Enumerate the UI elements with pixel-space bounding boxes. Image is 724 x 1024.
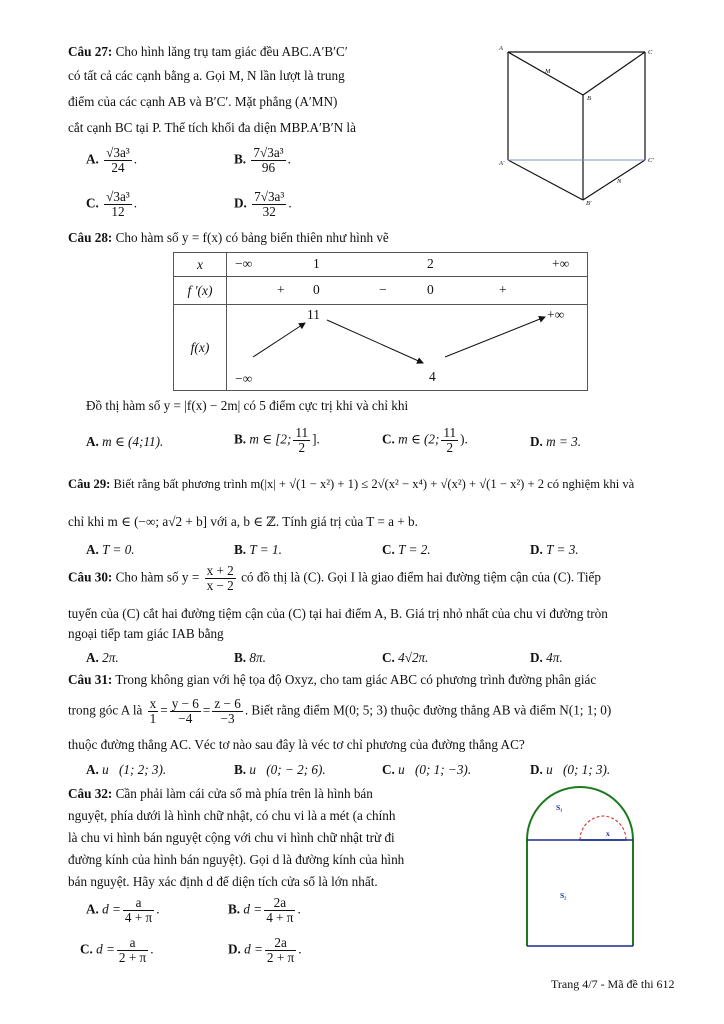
option-letter: C. bbox=[382, 542, 395, 557]
q30-fraction: $\frac{x + 2}{x - 2}$ bbox=[206, 563, 234, 593]
q30-option-c[interactable] bbox=[382, 650, 428, 666]
label-s1: S₁ bbox=[556, 803, 563, 812]
option-text: T = 1. bbox=[249, 542, 282, 557]
fraction: $\frac{2a}{4 + \pi}$ bbox=[266, 895, 294, 925]
label-A-prime: A′ bbox=[499, 160, 505, 167]
option-text: m ∈ (4;11). bbox=[102, 434, 164, 449]
fraction: $\frac{2a}{2 + \pi}$ bbox=[266, 935, 295, 965]
q32-line4: đường kính của hình bán nguyệt). Gọi d là đường kính của hình bbox=[68, 852, 405, 867]
x-neg-inf: −∞ bbox=[235, 256, 253, 271]
option-text: d = bbox=[96, 941, 115, 957]
q29-option-a[interactable] bbox=[86, 542, 135, 558]
q28-line1 bbox=[68, 230, 389, 246]
q30-post: có đồ thị là (C). Gọi I là giao điểm hai đường tiệm cận của (C). Tiếp bbox=[241, 569, 601, 585]
option-letter: D. bbox=[530, 650, 543, 665]
q31-line1 bbox=[68, 672, 596, 688]
option-text: 8π. bbox=[249, 650, 266, 665]
option-letter: A. bbox=[86, 762, 99, 777]
label-C-prime: C′ bbox=[648, 157, 654, 164]
option-text-end: . bbox=[298, 941, 302, 957]
fprime-header: f ′(x) bbox=[187, 282, 213, 298]
q31-text-1: Trong không gian với hệ tọa độ Oxyz, cho tam giác ABC có phương trình đường phân giác bbox=[115, 672, 597, 687]
q29-label: Câu 29: bbox=[68, 477, 111, 491]
option-letter: B. bbox=[234, 151, 247, 167]
option-letter: B. bbox=[234, 762, 247, 777]
q27-line4: cắt cạnh BC tại P. Thể tích khối đa diện MBP.A′B′N là bbox=[68, 120, 356, 135]
option-text: m ∈ [2; bbox=[249, 431, 292, 447]
q31-option-b[interactable] bbox=[234, 762, 326, 778]
q31-label: Câu 31: bbox=[68, 672, 113, 687]
q29-text-1: Biết rằng bất phương trình m(|x| + √(1 − x²) + 1) ≤ 2√(x² − x⁴) + √(x²) + √(1 − x²) + 2 có nghiệm khi và bbox=[113, 477, 635, 491]
label-N: N bbox=[617, 178, 622, 185]
option-text: T = 3. bbox=[546, 542, 579, 557]
q32-option-b[interactable] bbox=[228, 896, 301, 925]
fraction: $\frac{11}{2}$ bbox=[295, 425, 309, 455]
q31-fraction-1: $\frac{x}{1}$ bbox=[149, 696, 157, 726]
q32-option-d[interactable] bbox=[228, 936, 302, 965]
q27-option-c[interactable]: C. $\frac{\text{√3a³}}{12}$ . bbox=[86, 189, 138, 219]
q29-option-c[interactable] bbox=[382, 542, 431, 558]
q32-line1 bbox=[68, 786, 373, 802]
option-text: m = 3. bbox=[546, 434, 582, 449]
q29-option-d[interactable] bbox=[530, 542, 579, 558]
label-B-prime: B′ bbox=[586, 200, 592, 207]
option-letter: C. bbox=[80, 941, 93, 957]
q29-line1 bbox=[68, 477, 634, 492]
option-letter: B. bbox=[234, 542, 247, 557]
fp-sign-3: + bbox=[499, 282, 507, 297]
option-text-end: . bbox=[156, 901, 160, 917]
q31-line3: thuộc đường thẳng AC. Véc tơ nào sau đây là véc tơ chỉ phương của đường thẳng AC? bbox=[68, 737, 525, 752]
fraction: $\frac{11}{2}$ bbox=[443, 425, 457, 455]
prism-figure bbox=[495, 40, 665, 210]
q28-option-c[interactable] bbox=[382, 426, 468, 455]
label-B: B bbox=[587, 95, 591, 102]
option-text-end: . bbox=[297, 901, 301, 917]
q31-text-2-post: . Biết rằng điểm M(0; 5; 3) thuộc đường thẳng AB và điểm N(1; 1; 0) bbox=[244, 702, 612, 718]
window-figure bbox=[520, 782, 638, 950]
option-letter: C. bbox=[382, 762, 395, 777]
q27-option-b[interactable]: B. $\frac{\text{7√3a³}}{96}$ . bbox=[234, 145, 291, 175]
option-text: d = bbox=[102, 901, 121, 917]
q27-option-b-fraction: $\frac{\text{7√3a³}}{96}$ bbox=[253, 145, 284, 175]
f-pos-inf: +∞ bbox=[547, 307, 565, 322]
option-letter: B. bbox=[228, 901, 241, 917]
q28-option-d[interactable] bbox=[530, 434, 581, 450]
option-text-end: . bbox=[150, 941, 154, 957]
q27-option-a-fraction: $\frac{\text{√3a³}}{24}$ bbox=[106, 145, 130, 175]
q27-option-a[interactable]: A. $\frac{\text{√3a³}}{24}$ . bbox=[86, 145, 138, 175]
q30-line1 bbox=[68, 564, 601, 593]
option-text: T = 0. bbox=[102, 542, 135, 557]
q32-line5: bán nguyệt. Hãy xác định d để diện tích cửa sổ là lớn nhất. bbox=[68, 874, 378, 889]
q32-option-c[interactable] bbox=[80, 936, 154, 965]
q30-pre: Cho hàm số y = bbox=[115, 569, 200, 585]
q32-text-1: Cần phải làm cái cửa sổ mà phía trên là hình bán bbox=[115, 786, 373, 801]
q32-line2: nguyệt, phía dưới là hình chữ nhật, có chu vi là a mét (a chính bbox=[68, 808, 396, 823]
q27-option-c-fraction: $\frac{\text{√3a³}}{12}$ bbox=[106, 189, 130, 219]
q28-question: Đồ thị hàm số y = |f(x) − 2m| có 5 điểm cực trị khi và chỉ khi bbox=[86, 398, 409, 413]
option-text: m ∈ (2; bbox=[398, 431, 440, 447]
x-header: x bbox=[197, 256, 203, 272]
fraction: $\frac{a}{4 + \pi}$ bbox=[124, 895, 153, 925]
q27-option-d[interactable]: D. $\frac{\text{7√3a³}}{32}$ . bbox=[234, 189, 292, 219]
option-letter: A. bbox=[86, 901, 99, 917]
option-letter: A. bbox=[86, 151, 99, 167]
option-letter: C. bbox=[86, 195, 99, 211]
q31-line2: trong góc A là $\frac{x}{1}$ = $\frac{y - 6}{-4}$ = $\frac{z - 6}{-3}$ . Biết rằng điểm M(0; 5; 3) thuộc đường thẳng AB và điểm N(1; 1; 0) bbox=[68, 696, 612, 726]
variation-arrows bbox=[227, 305, 589, 391]
option-letter: D. bbox=[228, 941, 241, 957]
q29-option-b[interactable] bbox=[234, 542, 282, 558]
option-letter: A. bbox=[86, 434, 99, 449]
q30-line2: tuyến của (C) cắt hai đường tiệm cận của (C) tại hai điểm A, B. Giá trị nhỏ nhất của chu vi đường tròn bbox=[68, 606, 608, 621]
x-pos-inf: +∞ bbox=[552, 256, 570, 271]
q32-label: Câu 32: bbox=[68, 786, 113, 801]
option-text: 2π. bbox=[102, 650, 119, 665]
fp-zero-2: 0 bbox=[427, 282, 434, 297]
option-letter: B. bbox=[234, 650, 247, 665]
q31-fraction-3: $\frac{z - 6}{-3}$ bbox=[214, 696, 241, 726]
q31-option-c[interactable] bbox=[382, 762, 471, 778]
option-text: u⃗(0; 1; 3). bbox=[546, 762, 611, 777]
option-text-end: ]. bbox=[312, 431, 320, 447]
option-text: d = bbox=[244, 941, 263, 957]
q27-line2: có tất cả các cạnh bằng a. Gọi M, N lần lượt là trung bbox=[68, 68, 345, 83]
option-letter: A. bbox=[86, 542, 99, 557]
fp-zero-1: 0 bbox=[313, 282, 320, 297]
f-min-4: 4 bbox=[429, 369, 436, 384]
label-A: A bbox=[499, 45, 503, 52]
page-footer: Trang 4/7 - Mã đề thi 612 bbox=[551, 977, 675, 991]
option-letter: D. bbox=[530, 434, 543, 449]
f-header: f(x) bbox=[190, 339, 210, 355]
q31-fraction-2: $\frac{y - 6}{-4}$ bbox=[171, 696, 199, 726]
q28-option-a[interactable] bbox=[86, 434, 163, 450]
option-letter: A. bbox=[86, 650, 99, 665]
q30-option-d[interactable] bbox=[530, 650, 563, 666]
q28-option-b[interactable] bbox=[234, 426, 320, 455]
q32-option-a[interactable] bbox=[86, 896, 160, 925]
option-text: u⃗(0; − 2; 6). bbox=[249, 762, 326, 777]
variation-table bbox=[173, 252, 588, 391]
x-1: 1 bbox=[313, 256, 320, 271]
q28-label: Câu 28: bbox=[68, 230, 113, 245]
option-letter: C. bbox=[382, 431, 395, 447]
q30-line3: ngoại tiếp tam giác IAB bằng bbox=[68, 626, 224, 641]
label-M: M bbox=[545, 68, 551, 75]
q30-option-a[interactable] bbox=[86, 650, 119, 666]
option-text: T = 2. bbox=[398, 542, 431, 557]
q27-option-d-fraction: $\frac{\text{7√3a³}}{32}$ bbox=[254, 189, 285, 219]
option-text: 4π. bbox=[546, 650, 563, 665]
option-text: 4√2π. bbox=[398, 650, 429, 665]
q30-label: Câu 30: bbox=[68, 569, 113, 585]
option-text: u⃗(0; 1; −3). bbox=[398, 762, 472, 777]
fp-sign-1: + bbox=[277, 282, 285, 297]
q29-line2: chỉ khi m ∈ (−∞; a√2 + b] với a, b ∈ ℤ. Tính giá trị của T = a + b. bbox=[68, 514, 418, 529]
q28-text: Cho hàm số y = f(x) có bảng biến thiên như hình vẽ bbox=[115, 230, 389, 245]
q31-option-d[interactable] bbox=[530, 762, 610, 778]
fp-sign-2: − bbox=[379, 282, 387, 297]
q27-line1 bbox=[68, 44, 348, 60]
option-letter: D. bbox=[530, 542, 543, 557]
option-letter: C. bbox=[382, 650, 395, 665]
option-letter: D. bbox=[530, 762, 543, 777]
q30-option-b[interactable] bbox=[234, 650, 266, 666]
option-text: u⃗(1; 2; 3). bbox=[102, 762, 167, 777]
f-max-11: 11 bbox=[307, 307, 320, 322]
q31-text-2-pre: trong góc A là bbox=[68, 702, 143, 718]
fraction: $\frac{a}{2 + \pi}$ bbox=[118, 935, 147, 965]
option-letter: B. bbox=[234, 431, 247, 447]
q27-text-1: Cho hình lăng trụ tam giác đều ABC.A′B′C′ bbox=[115, 44, 348, 59]
option-text: d = bbox=[243, 901, 263, 917]
q31-option-a[interactable] bbox=[86, 762, 166, 778]
label-s2: S₂ bbox=[560, 891, 567, 900]
q32-line3: là chu vi hình bán nguyệt cộng với chu vi hình chữ nhật trừ đi bbox=[68, 830, 395, 845]
option-letter: D. bbox=[234, 195, 247, 211]
label-x: x bbox=[606, 829, 610, 838]
x-2: 2 bbox=[427, 256, 434, 271]
option-text-end: ). bbox=[460, 431, 468, 447]
q27-label: Câu 27: bbox=[68, 44, 113, 59]
label-C: C bbox=[648, 49, 653, 56]
q27-line3: điểm của các cạnh AB và B′C′. Mặt phẳng (A′MN) bbox=[68, 94, 338, 109]
f-neg-inf: −∞ bbox=[235, 371, 253, 386]
